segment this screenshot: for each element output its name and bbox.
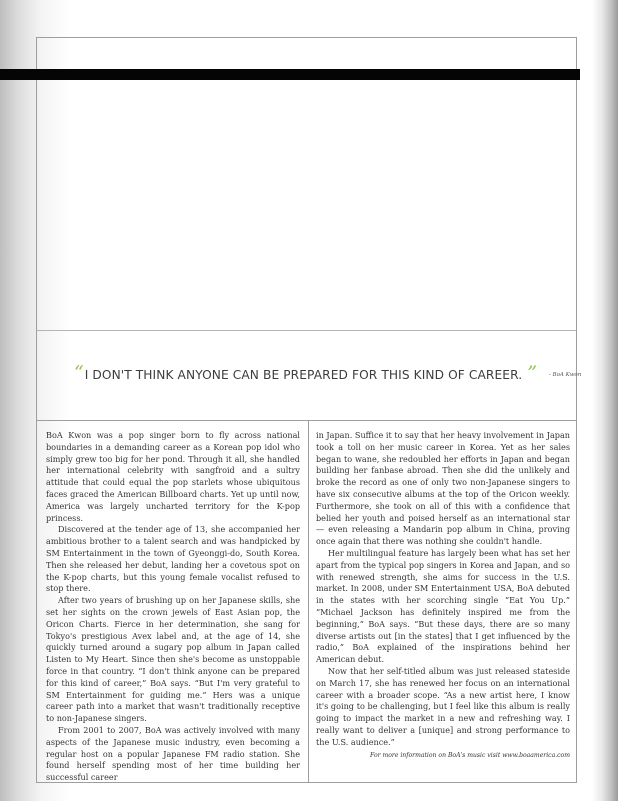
column-rule [308,421,309,782]
article-column-left [46,430,300,784]
paragraph: BoA Kwon was a pop singer born to fly across national boundaries in a demanding career as a Korean pop idol who simply grew too big for her pond. Through it all, she handled her international celebrity with sangfroid and a sultry attitude that could equal the pop starlets whose ubiquitous faces graced the American Billboard charts. Yet up until now, America was largely uncharted territory for the K-pop princess. [46,430,300,523]
section-divider [37,420,576,421]
paragraph: After two years of brushing up on her Japanese skills, she set her sights on the crown jewels of East Asian pop, the Oricon Charts. Fierce in her determination, she sang for Tokyo's prestigious Avex label and, at the age of 14, she quickly turned around a sugary pop album in Japan called Listen to My Heart. Since then she's become as unstoppable force in that country. “I don't think anyone can be prepared for this kind of career,” BoA says. “But I'm very grateful to SM Entertainment for guiding me.” Hers was a unique career path into a market that wasn't traditionally receptive to non-Japanese singers. [46,595,300,724]
pull-quote-text: I DON'T THINK ANYONE CAN BE PREPARED FOR THIS KIND OF CAREER. [84,368,523,382]
paragraph: Her multilingual feature has largely been what has set her apart from the typical pop singers in Korea and Japan, and so with renewed strength, she aims for success in the U.S. market. In 2008, under SM Entertainment USA, BoA debuted in the states with her scorching single “Eat You Up.” “Michael Jackson has definitely inspired me from the beginning,” BoA says. “But these days, there are so many diverse artists out [in the states] that I get influenced by the radio,” BoA explained of the inspirations behind her American debut. [316,547,570,665]
header-black-band [0,69,580,80]
pull-quote [74,360,582,390]
image-area-divider [37,330,576,331]
footnote: For more information on BoA's music visit www.boaamerica.com [370,751,570,759]
page-edge-shadow [592,0,618,801]
paragraph: in Japan. Suffice it to say that her heavy involvement in Japan took a toll on her music career in Korea. Yet as her sales began to wane, she redoubled her efforts in Japan and began building her fanbase abroad. Then she did the unlikely and broke the record as one of only two non-Japanese singers to have six consecutive albums at the top of the Oricon weekly. Furthermore, she took on all of this with a confidence that belied her youth and poised herself as an international star — even releasing a Mandarin pop album in China, proving once again that there was nothing she couldn't handle. [316,430,570,547]
article-column-right [316,430,570,760]
paragraph: From 2001 to 2007, BoA was actively involved with many aspects of the Japanese music industry, even becoming a regular host on a popular Japanese FM radio station. She found herself spending most of her time building her successful career [46,724,300,783]
pull-quote-attribution: - BoA Kwon [548,372,582,378]
paragraph: Discovered at the tender age of 13, she accompanied her ambitious brother to a talent search and was handpicked by SM Entertainment in the town of Gyeonggi-do, South Korea. Then she released her debut, landing her a covetous spot on the K-pop charts, but this young female vocalist refused to stop there. [46,524,300,594]
close-quote-mark: ” [527,361,537,384]
open-quote-mark: “ [74,361,84,384]
paragraph: Now that her self-titled album was just released stateside on March 17, she has renewed her focus on an international career with a broader scope. “As a new artist here, I know it's going to be challenging, but I feel like this album is really going to impact the market in a new and refreshing way. I really want to deliver a [unique] and strong performance to the U.S. audience.” [316,665,570,747]
